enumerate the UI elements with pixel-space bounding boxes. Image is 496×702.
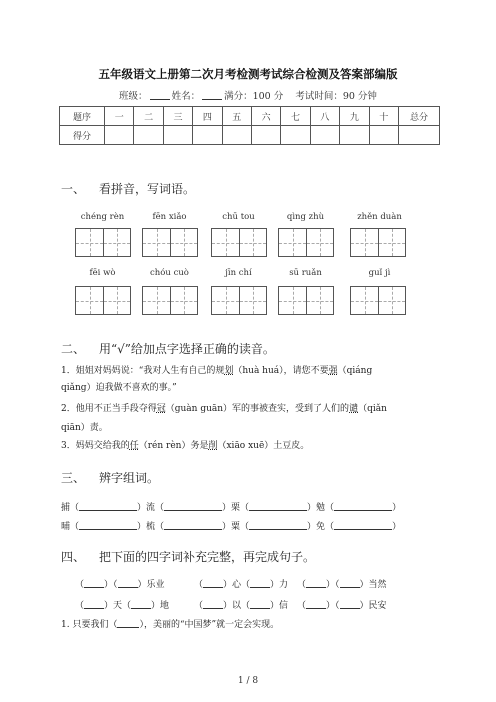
idiom-text: （ bbox=[194, 580, 204, 590]
answer-blank[interactable] bbox=[250, 587, 270, 588]
page-number: 1 / 8 bbox=[237, 676, 259, 686]
question-text: 3．妈妈交给我的 bbox=[61, 441, 130, 451]
idiom-text: （ bbox=[75, 580, 85, 590]
char-prompt: ）粟（ bbox=[222, 522, 250, 532]
idiom-text: （ bbox=[75, 601, 85, 611]
writing-grid[interactable] bbox=[278, 228, 334, 257]
section-title: 辨字组词。 bbox=[99, 471, 160, 485]
idiom-text: ）力 bbox=[270, 580, 289, 590]
writing-grid[interactable] bbox=[211, 228, 267, 257]
char-prompt: 捕（ bbox=[61, 503, 80, 513]
full-score: 满分：100 分 bbox=[224, 91, 284, 102]
char-prompt: ）流（ bbox=[137, 503, 165, 513]
answer-blank[interactable] bbox=[334, 529, 392, 530]
question-line bbox=[61, 438, 309, 451]
pinyin-label: jīn chí bbox=[225, 268, 252, 278]
name-blank bbox=[202, 99, 222, 100]
answer-blank[interactable] bbox=[79, 510, 137, 511]
section-number: 二、 bbox=[61, 342, 86, 356]
pinyin-label: guǐ jì bbox=[368, 268, 391, 278]
section-number: 四、 bbox=[61, 550, 86, 564]
idiom-text: ）（ bbox=[326, 580, 340, 590]
score-input-row bbox=[60, 126, 440, 145]
answer-blank[interactable] bbox=[203, 587, 223, 588]
score-cell[interactable] bbox=[222, 126, 251, 145]
exam-info bbox=[0, 88, 496, 102]
question-text: （guàn guān）军的事被查实，受到了人们的 bbox=[165, 404, 350, 414]
idiom-text: ）乐业 bbox=[137, 580, 165, 590]
idiom-item bbox=[75, 577, 165, 590]
question-text: （qiǎn bbox=[358, 404, 387, 414]
section-title: 看拼音，写词语。 bbox=[99, 182, 196, 196]
question-line bbox=[61, 401, 387, 414]
answer-blank[interactable] bbox=[250, 608, 270, 609]
writing-grid[interactable] bbox=[350, 228, 406, 257]
writing-grid[interactable] bbox=[142, 286, 198, 315]
idiom-text: ）地 bbox=[151, 601, 170, 611]
pinyin-label: chéng rèn bbox=[80, 212, 125, 222]
score-cell[interactable] bbox=[193, 126, 222, 145]
question-text: （qiáng bbox=[337, 366, 373, 376]
score-header-cell: 五 bbox=[222, 107, 251, 126]
question-text: 2．他用不正当手段夺得 bbox=[61, 404, 157, 414]
score-row-label: 得分 bbox=[60, 126, 105, 145]
exam-time: 考试时间：90 分钟 bbox=[295, 91, 377, 102]
class-blank bbox=[150, 99, 170, 100]
section3-heading bbox=[61, 469, 159, 486]
idiom-item bbox=[297, 577, 387, 590]
sentence-text: 1. 只要我们（ bbox=[61, 620, 118, 630]
dotted-char: 谴 bbox=[349, 404, 359, 414]
answer-blank[interactable] bbox=[340, 608, 360, 609]
score-header-row bbox=[60, 107, 440, 126]
pinyin-label: sū ruǎn bbox=[289, 268, 322, 278]
writing-grid[interactable] bbox=[211, 286, 267, 315]
class-label: 班级： bbox=[119, 91, 148, 102]
score-cell[interactable] bbox=[310, 126, 339, 145]
char-prompt: ）免（ bbox=[307, 522, 335, 532]
sentence-text: ），美丽的“中国梦”就一定会实现。 bbox=[139, 620, 280, 630]
word-group-row bbox=[61, 519, 401, 532]
idiom-text: （ bbox=[297, 580, 307, 590]
char-prompt: 晡（ bbox=[61, 522, 80, 532]
pinyin-label: fēi wò bbox=[89, 268, 116, 278]
answer-blank[interactable] bbox=[84, 608, 104, 609]
score-header-cell: 八 bbox=[310, 107, 339, 126]
question-text: （rén rèn）务是 bbox=[138, 441, 209, 451]
pinyin-label: chóu cuò bbox=[150, 268, 189, 278]
section-number: 三、 bbox=[61, 471, 86, 485]
dotted-char: 强 bbox=[328, 366, 338, 376]
score-header-cell: 总分 bbox=[399, 107, 440, 126]
score-header-cell: 题序 bbox=[60, 107, 105, 126]
idiom-item bbox=[75, 598, 169, 611]
pinyin-label: qìng zhù bbox=[286, 212, 325, 222]
pinyin-label: chū tou bbox=[222, 212, 255, 222]
pinyin-label: fēn xiǎo bbox=[152, 212, 187, 222]
dotted-char: 任 bbox=[129, 441, 139, 451]
char-prompt: ）梳（ bbox=[137, 522, 165, 532]
question-text: （xiāo xuē）土豆皮。 bbox=[217, 441, 310, 451]
score-header-cell: 十 bbox=[369, 107, 398, 126]
question-line bbox=[61, 363, 372, 376]
question-line: qiǎng）迫我做不喜欢的事。” bbox=[61, 383, 177, 393]
answer-blank[interactable] bbox=[164, 529, 222, 530]
score-cell[interactable] bbox=[105, 126, 134, 145]
writing-grid[interactable] bbox=[75, 286, 131, 315]
dotted-char: 冠 bbox=[156, 404, 166, 414]
question-text: （huà huá），请您不要 bbox=[233, 366, 329, 376]
answer-blank[interactable] bbox=[84, 587, 104, 588]
section-number: 一、 bbox=[61, 182, 86, 196]
idiom-item bbox=[297, 598, 387, 611]
section-title: 用“√”给加点字选择正确的读音。 bbox=[99, 342, 275, 356]
score-cell[interactable] bbox=[340, 126, 369, 145]
idiom-text: ）（ bbox=[104, 580, 118, 590]
idiom-text: ）心（ bbox=[223, 580, 251, 590]
document-title: 五年级语文上册第二次月考检测考试综合检测及答案部编版 bbox=[98, 67, 398, 81]
answer-blank[interactable] bbox=[203, 608, 223, 609]
name-label: 姓名： bbox=[171, 91, 201, 102]
writing-grid[interactable] bbox=[142, 228, 198, 257]
answer-blank[interactable] bbox=[117, 627, 139, 628]
score-cell[interactable] bbox=[251, 126, 280, 145]
sentence-line bbox=[61, 617, 279, 630]
score-header-cell: 二 bbox=[134, 107, 163, 126]
answer-blank[interactable] bbox=[306, 587, 326, 588]
idiom-text: ）民安 bbox=[359, 601, 387, 611]
score-table bbox=[59, 106, 440, 145]
writing-grid[interactable] bbox=[350, 286, 406, 315]
answer-blank[interactable] bbox=[249, 529, 307, 530]
idiom-text: ）信 bbox=[270, 601, 289, 611]
writing-grid[interactable] bbox=[75, 228, 131, 257]
answer-blank[interactable] bbox=[164, 510, 222, 511]
idiom-text: ）以（ bbox=[223, 601, 251, 611]
idiom-item bbox=[194, 598, 288, 611]
score-cell[interactable] bbox=[281, 126, 310, 145]
section2-heading bbox=[61, 340, 275, 357]
score-header-cell: 六 bbox=[251, 107, 280, 126]
score-cell[interactable] bbox=[163, 126, 192, 145]
idiom-item bbox=[194, 577, 288, 590]
answer-blank[interactable] bbox=[79, 529, 137, 530]
char-prompt: ）栗（ bbox=[222, 503, 250, 513]
char-prompt: ）勉（ bbox=[307, 503, 335, 513]
score-header-cell: 四 bbox=[193, 107, 222, 126]
writing-grid[interactable] bbox=[278, 286, 334, 315]
score-cell[interactable] bbox=[134, 126, 163, 145]
section-title: 把下面的四字词补充完整，再完成句子。 bbox=[99, 550, 316, 564]
score-header-cell: 三 bbox=[163, 107, 192, 126]
answer-blank[interactable] bbox=[334, 510, 392, 511]
idiom-text: ）当然 bbox=[359, 580, 387, 590]
score-header-cell: 九 bbox=[340, 107, 369, 126]
score-cell[interactable] bbox=[399, 126, 440, 145]
idiom-text: （ bbox=[297, 601, 307, 611]
char-prompt: ） bbox=[392, 522, 402, 532]
dotted-char: 划 bbox=[224, 366, 234, 376]
score-cell[interactable] bbox=[369, 126, 398, 145]
answer-blank[interactable] bbox=[131, 608, 151, 609]
pinyin-label: zhěn duàn bbox=[357, 212, 402, 222]
score-header-cell: 七 bbox=[281, 107, 310, 126]
dotted-char: 削 bbox=[208, 441, 218, 451]
answer-blank[interactable] bbox=[118, 587, 138, 588]
idiom-text: ）天（ bbox=[104, 601, 132, 611]
question-text: 1．姐姐对妈妈说：“我对人生有自己的规 bbox=[61, 366, 225, 376]
word-group-row bbox=[61, 500, 401, 513]
section4-heading bbox=[61, 548, 315, 565]
idiom-text: ）（ bbox=[326, 601, 340, 611]
idiom-text: （ bbox=[194, 601, 204, 611]
score-header-cell: 一 bbox=[105, 107, 134, 126]
answer-blank[interactable] bbox=[340, 587, 360, 588]
char-prompt: ） bbox=[392, 503, 402, 513]
question-line: qiān）责。 bbox=[61, 423, 108, 433]
answer-blank[interactable] bbox=[249, 510, 307, 511]
section1-heading bbox=[61, 180, 195, 197]
answer-blank[interactable] bbox=[306, 608, 326, 609]
